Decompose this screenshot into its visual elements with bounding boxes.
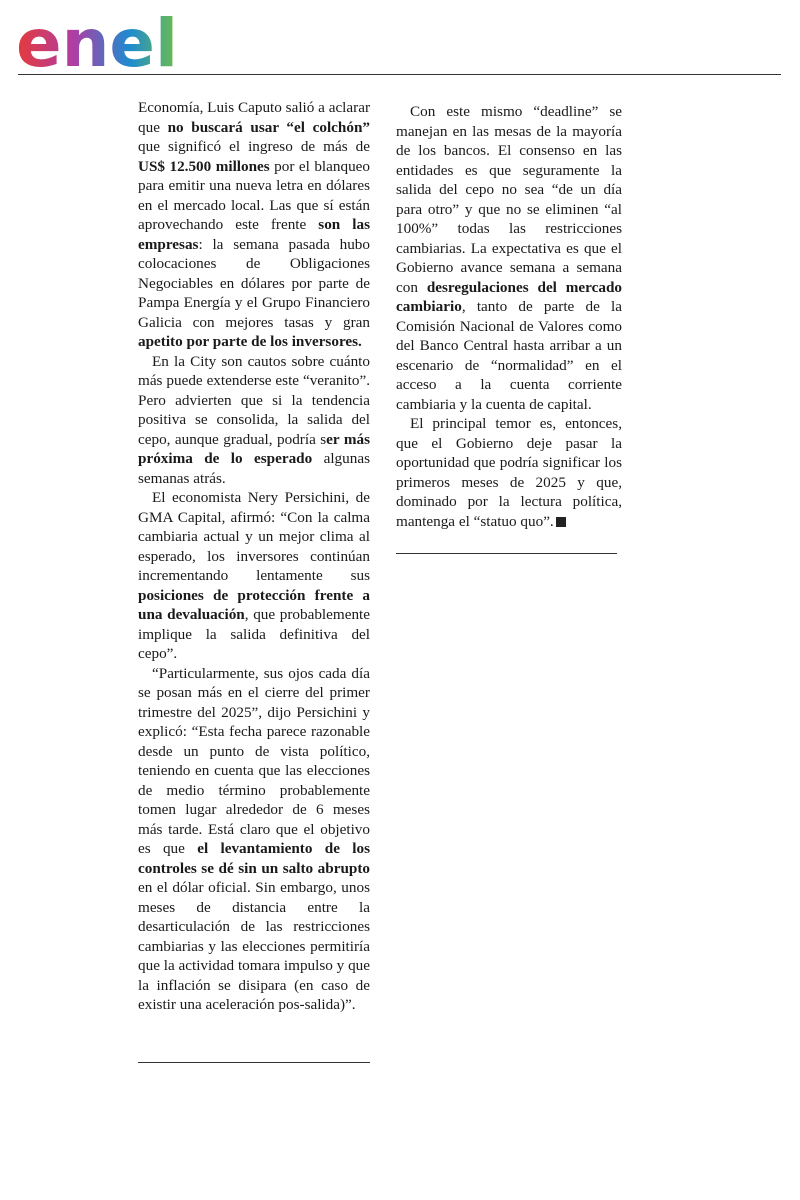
article-column-right: [396, 102, 622, 531]
bold-text: no buscará usar “el colchón”: [167, 118, 370, 136]
article-paragraph: [138, 664, 370, 1015]
article-paragraph: [396, 102, 622, 414]
column-end-rule-left: [138, 1062, 370, 1063]
bold-text: US$ 12.500 millones: [138, 157, 270, 175]
text-run: en el dólar oficial. Sin embargo, unos meses de distancia entre la desarticulación de las restricciones cambiarias y las elecciones permitiría que la actividad tomara impulso y que la inflación se disipara (en caso de existir una aceleración pos-salida)”.: [138, 879, 370, 1013]
bold-text: desregulaciones del mercado cambiario: [396, 278, 623, 315]
text-run: Economía, Luis Caputo salió a aclarar que: [138, 99, 370, 136]
text-run: , tanto de parte de la Comisión Nacional de Valores como del Banco Central hasta arribar a un escenario de “normalidad” en el acceso a la cuenta corriente cambiaria y la cuenta de capital.: [396, 298, 622, 413]
bold-text: el levantamiento de los controles se dé sin un salto abrupto: [138, 840, 370, 877]
article-column-left: [138, 98, 370, 1015]
enel-logo-text: enel: [16, 6, 178, 72]
text-run: “Particularmente, sus ojos cada día se posan más en el cierre del primer trimestre del 2025”, dijo Persichini y explicó: “Esta fecha parece razonable desde un punto de vista político, teniendo en cuenta que las elecciones de medio término probablemente tomen lugar alrededor de 6 meses más tarde. Está claro que el objetivo es que: [138, 664, 370, 857]
enel-logo: [14, 6, 184, 72]
text-run: El principal temor es, entonces, que el Gobierno deje pasar la oportunidad que podría significar los primeros meses de 2025 y que, dominado por la lectura política, mantenga el “statuo quo”.: [396, 415, 622, 530]
text-run: En la City son cautos sobre cuánto más puede extenderse este “veranito”. Pero advierten que si la tendencia positiva se consolida, la salida del cepo, aunque gradual, podría s: [138, 352, 370, 448]
end-of-article-mark: [556, 517, 566, 527]
bold-text: posiciones de protección frente a una devaluación: [138, 586, 370, 623]
text-run: por el blanqueo para emitir una nueva letra en dólares en el mercado local. Las que sí están aprovechando este frente: [138, 157, 370, 233]
column-end-rule-right: [396, 553, 617, 554]
text-run: Con este mismo “deadline” se manejan en las mesas de la mayoría de los bancos. El consenso en las entidades es que seguramente la salida del cepo no sea “de un día para otro” y que no se eliminen “al 100%” todas las restricciones cambiarias. La expectativa es que el Gobierno avance semana a semana con: [396, 103, 622, 296]
text-run: El economista Nery Persichini, de GMA Capital, afirmó: “Con la calma cambiaria actual y un mejor clima al esperado, los inversores continúan incrementando lentamente sus: [138, 489, 370, 584]
article-paragraph: [138, 488, 370, 664]
text-run: que significó el ingreso de más de: [138, 138, 370, 155]
article-paragraph: [138, 352, 370, 489]
bold-text: son las empresas: [138, 216, 370, 253]
text-run: : la semana pasada hubo colocaciones de Obligaciones Negociables en dólares por parte de Pampa Energía y el Grupo Financiero Galicia con mejores tasas y gran: [138, 235, 370, 331]
header-divider: [18, 74, 781, 75]
article-paragraph: [396, 414, 622, 531]
bold-text: er más próxima de lo esperado: [138, 430, 370, 467]
text-run: algunas semanas atrás.: [138, 450, 370, 487]
article-paragraph: [138, 98, 370, 352]
text-run: , que probablemente implique la salida definitiva del cepo”.: [138, 606, 371, 662]
bold-text: apetito por parte de los inversores.: [138, 333, 362, 350]
